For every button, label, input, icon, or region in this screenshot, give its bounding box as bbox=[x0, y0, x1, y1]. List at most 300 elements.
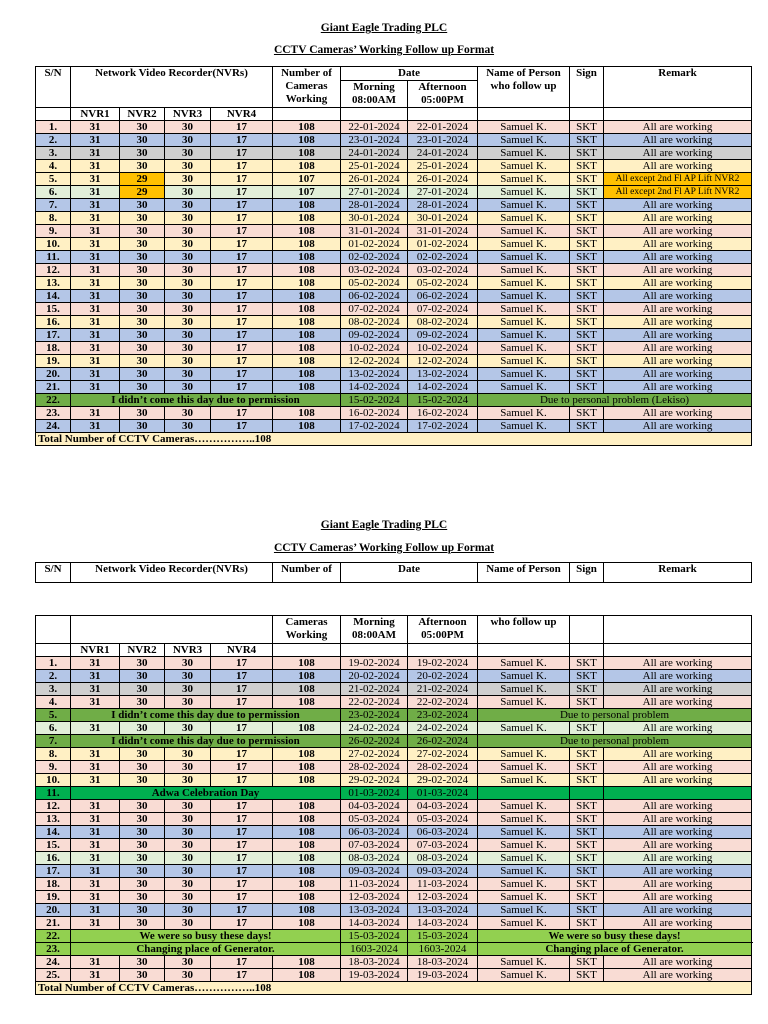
row-sn: 11. bbox=[36, 787, 71, 800]
table-row bbox=[36, 735, 752, 748]
nvr1-count: 31 bbox=[71, 696, 120, 709]
row-sn: 2. bbox=[36, 134, 71, 147]
cameras-working: 108 bbox=[273, 212, 341, 225]
nvr2-count: 30 bbox=[120, 813, 165, 826]
header-sn: S/N bbox=[36, 563, 71, 583]
person-name: Samuel K. bbox=[478, 722, 570, 735]
nvr1-count: 31 bbox=[71, 342, 120, 355]
nvr2-count: 30 bbox=[120, 670, 165, 683]
cameras-working: 108 bbox=[273, 826, 341, 839]
sign-cell: SKT bbox=[570, 865, 604, 878]
sign-cell: SKT bbox=[570, 852, 604, 865]
form-subtitle-2: CCTV Cameras’ Working Follow up Format bbox=[273, 542, 495, 554]
cameras-working: 108 bbox=[273, 800, 341, 813]
morning-date: 20-02-2024 bbox=[341, 670, 408, 683]
afternoon-date: 02-02-2024 bbox=[408, 251, 478, 264]
nvr1-count: 31 bbox=[71, 160, 120, 173]
remark-cell: All are working bbox=[604, 839, 752, 852]
person-name: Samuel K. bbox=[478, 212, 570, 225]
nvr2-count: 30 bbox=[120, 891, 165, 904]
row-sn: 25. bbox=[36, 969, 71, 982]
sign-cell: SKT bbox=[570, 956, 604, 969]
afternoon-date: 05-03-2024 bbox=[408, 813, 478, 826]
remark-cell: All are working bbox=[604, 420, 752, 433]
table-row bbox=[36, 186, 752, 199]
afternoon-date: 23-02-2024 bbox=[408, 709, 478, 722]
nvr2-count: 30 bbox=[120, 316, 165, 329]
nvr1-count: 31 bbox=[71, 290, 120, 303]
person-name: Samuel K. bbox=[478, 852, 570, 865]
row-sn: 15. bbox=[36, 303, 71, 316]
header-afternoon: Afternoon 05:00PM bbox=[408, 81, 478, 108]
cameras-working: 108 bbox=[273, 865, 341, 878]
cameras-working: 108 bbox=[273, 891, 341, 904]
cameras-working: 108 bbox=[273, 147, 341, 160]
nvr3-count: 30 bbox=[165, 891, 211, 904]
nvr2-count: 30 bbox=[120, 160, 165, 173]
nvr3-count: 30 bbox=[165, 381, 211, 394]
person-name: Samuel K. bbox=[478, 878, 570, 891]
person-name: Samuel K. bbox=[478, 865, 570, 878]
sign-cell: SKT bbox=[570, 839, 604, 852]
remark-cell bbox=[604, 787, 752, 800]
nvr3-count: 30 bbox=[165, 316, 211, 329]
nvr1-count: 31 bbox=[71, 381, 120, 394]
person-name: Samuel K. bbox=[478, 121, 570, 134]
remark-cell: All are working bbox=[604, 225, 752, 238]
row-sn: 13. bbox=[36, 813, 71, 826]
sign-cell: SKT bbox=[570, 173, 604, 186]
remark-cell: All are working bbox=[604, 813, 752, 826]
row-sn: 4. bbox=[36, 696, 71, 709]
nvr1-count: 31 bbox=[71, 212, 120, 225]
cameras-working: 108 bbox=[273, 420, 341, 433]
sign-cell: SKT bbox=[570, 381, 604, 394]
remark-cell: All are working bbox=[604, 147, 752, 160]
table-row bbox=[36, 147, 752, 160]
nvr3-count: 30 bbox=[165, 683, 211, 696]
nvr4-count: 17 bbox=[211, 186, 273, 199]
nvr3-count: 30 bbox=[165, 878, 211, 891]
morning-date: 12-02-2024 bbox=[341, 355, 408, 368]
remark-cell: All are working bbox=[604, 969, 752, 982]
afternoon-date: 30-01-2024 bbox=[408, 212, 478, 225]
morning-date: 1603-2024 bbox=[341, 943, 408, 956]
morning-date: 10-02-2024 bbox=[341, 342, 408, 355]
table-row bbox=[36, 943, 752, 956]
table-row bbox=[36, 800, 752, 813]
nvr4-count: 17 bbox=[211, 251, 273, 264]
table-row bbox=[36, 839, 752, 852]
row-sn: 20. bbox=[36, 904, 71, 917]
nvr4-count: 17 bbox=[211, 878, 273, 891]
nvr3-count: 30 bbox=[165, 826, 211, 839]
nvr1-count: 31 bbox=[71, 761, 120, 774]
person-name: Samuel K. bbox=[478, 696, 570, 709]
morning-date: 01-03-2024 bbox=[341, 787, 408, 800]
nvr3-count: 30 bbox=[165, 839, 211, 852]
person-name: Samuel K. bbox=[478, 969, 570, 982]
sign-cell: SKT bbox=[570, 748, 604, 761]
morning-date: 11-03-2024 bbox=[341, 878, 408, 891]
nvr1-count: 31 bbox=[71, 147, 120, 160]
nvr4-count: 17 bbox=[211, 800, 273, 813]
nvr3-count: 30 bbox=[165, 761, 211, 774]
nvr3-count: 30 bbox=[165, 420, 211, 433]
nvr1-count: 31 bbox=[71, 355, 120, 368]
nvr3-count: 30 bbox=[165, 368, 211, 381]
nvr2-count: 30 bbox=[120, 329, 165, 342]
sign-cell: SKT bbox=[570, 290, 604, 303]
blank-cell bbox=[273, 644, 341, 657]
nvr2-count: 30 bbox=[120, 878, 165, 891]
cameras-working: 108 bbox=[273, 917, 341, 930]
person-name: Samuel K. bbox=[478, 251, 570, 264]
nvr2-count: 30 bbox=[120, 147, 165, 160]
table-row bbox=[36, 225, 752, 238]
person-name: Samuel K. bbox=[478, 839, 570, 852]
afternoon-date: 13-02-2024 bbox=[408, 368, 478, 381]
sign-cell: SKT bbox=[570, 969, 604, 982]
table-row bbox=[36, 420, 752, 433]
nvr2-count: 30 bbox=[120, 251, 165, 264]
row-sn: 5. bbox=[36, 173, 71, 186]
nvr2-count: 29 bbox=[120, 186, 165, 199]
nvr4-count: 17 bbox=[211, 813, 273, 826]
nvr2-count: 30 bbox=[120, 865, 165, 878]
nvr3-count: 30 bbox=[165, 329, 211, 342]
afternoon-date: 26-01-2024 bbox=[408, 173, 478, 186]
nvr3-count: 30 bbox=[165, 134, 211, 147]
header-person-top: Name of Person bbox=[478, 563, 570, 583]
table-row bbox=[36, 277, 752, 290]
cameras-working: 108 bbox=[273, 657, 341, 670]
person-name: Samuel K. bbox=[478, 342, 570, 355]
afternoon-date: 1603-2024 bbox=[408, 943, 478, 956]
nvr4-count: 17 bbox=[211, 160, 273, 173]
person-name: Samuel K. bbox=[478, 186, 570, 199]
remark-cell: All are working bbox=[604, 342, 752, 355]
nvr1-count: 31 bbox=[71, 865, 120, 878]
nvr3-count: 30 bbox=[165, 696, 211, 709]
table-row bbox=[36, 891, 752, 904]
nvr2-count: 30 bbox=[120, 407, 165, 420]
morning-date: 07-02-2024 bbox=[341, 303, 408, 316]
cameras-working: 108 bbox=[273, 956, 341, 969]
morning-date: 23-01-2024 bbox=[341, 134, 408, 147]
morning-date: 08-02-2024 bbox=[341, 316, 408, 329]
nvr1-count: 31 bbox=[71, 368, 120, 381]
sign-cell: SKT bbox=[570, 800, 604, 813]
table-row bbox=[36, 381, 752, 394]
remark-cell: All are working bbox=[604, 368, 752, 381]
row-sn: 6. bbox=[36, 722, 71, 735]
nvr2-count: 30 bbox=[120, 800, 165, 813]
person-name: Samuel K. bbox=[478, 774, 570, 787]
row-sn: 5. bbox=[36, 709, 71, 722]
table-row bbox=[36, 657, 752, 670]
person-name: Samuel K. bbox=[478, 316, 570, 329]
nvr3-count: 30 bbox=[165, 852, 211, 865]
nvr2-count: 30 bbox=[120, 277, 165, 290]
table-row bbox=[36, 826, 752, 839]
morning-date: 18-03-2024 bbox=[341, 956, 408, 969]
remark-cell: All are working bbox=[604, 800, 752, 813]
nvr1-count: 31 bbox=[71, 238, 120, 251]
morning-date: 31-01-2024 bbox=[341, 225, 408, 238]
nvr4-count: 17 bbox=[211, 904, 273, 917]
table-row bbox=[36, 709, 752, 722]
nvr4-count: 17 bbox=[211, 956, 273, 969]
nvr1-count: 31 bbox=[71, 407, 120, 420]
cameras-working: 108 bbox=[273, 264, 341, 277]
afternoon-date: 18-03-2024 bbox=[408, 956, 478, 969]
nvr4-count: 17 bbox=[211, 852, 273, 865]
nvr2-count: 30 bbox=[120, 381, 165, 394]
nvr1-count: 31 bbox=[71, 121, 120, 134]
remark-cell: All are working bbox=[604, 722, 752, 735]
nvr3-count: 30 bbox=[165, 212, 211, 225]
nvr4-count: 17 bbox=[211, 670, 273, 683]
afternoon-date: 05-02-2024 bbox=[408, 277, 478, 290]
nvr2-count: 30 bbox=[120, 722, 165, 735]
row-sn: 13. bbox=[36, 277, 71, 290]
cameras-working: 108 bbox=[273, 355, 341, 368]
nvr1-count: 31 bbox=[71, 316, 120, 329]
blank-cell bbox=[604, 644, 752, 657]
row-sn: 21. bbox=[36, 381, 71, 394]
morning-date: 09-02-2024 bbox=[341, 329, 408, 342]
cameras-working: 108 bbox=[273, 121, 341, 134]
row-sn: 10. bbox=[36, 238, 71, 251]
blank-cell bbox=[570, 108, 604, 121]
remark-cell: All except 2nd Fl AP Lift NVR2 bbox=[604, 173, 752, 186]
table-row bbox=[36, 238, 752, 251]
afternoon-date: 01-03-2024 bbox=[408, 787, 478, 800]
person-name: Samuel K. bbox=[478, 368, 570, 381]
afternoon-date: 14-02-2024 bbox=[408, 381, 478, 394]
followup-header-table bbox=[35, 562, 752, 583]
row-note: Adwa Celebration Day bbox=[71, 787, 341, 800]
afternoon-date: 12-03-2024 bbox=[408, 891, 478, 904]
nvr1-count: 31 bbox=[71, 826, 120, 839]
afternoon-date: 04-03-2024 bbox=[408, 800, 478, 813]
table-row bbox=[36, 368, 752, 381]
row-sn: 3. bbox=[36, 147, 71, 160]
nvr1-count: 31 bbox=[71, 956, 120, 969]
afternoon-date: 09-03-2024 bbox=[408, 865, 478, 878]
nvr3-count: 30 bbox=[165, 670, 211, 683]
person-name: Samuel K. bbox=[478, 826, 570, 839]
row-note-remark: We were so busy these days! bbox=[478, 930, 752, 943]
nvr3-count: 30 bbox=[165, 160, 211, 173]
row-sn: 8. bbox=[36, 748, 71, 761]
morning-date: 15-02-2024 bbox=[341, 394, 408, 407]
remark-cell: All are working bbox=[604, 381, 752, 394]
nvr2-count: 30 bbox=[120, 969, 165, 982]
nvr4-count: 17 bbox=[211, 696, 273, 709]
afternoon-date: 31-01-2024 bbox=[408, 225, 478, 238]
nvr2-count: 30 bbox=[120, 225, 165, 238]
sign-cell: SKT bbox=[570, 683, 604, 696]
afternoon-date: 21-02-2024 bbox=[408, 683, 478, 696]
remark-cell: All are working bbox=[604, 956, 752, 969]
morning-date: 03-02-2024 bbox=[341, 264, 408, 277]
nvr1-count: 31 bbox=[71, 878, 120, 891]
cameras-working: 108 bbox=[273, 199, 341, 212]
header-afternoon: Afternoon 05:00PM bbox=[408, 616, 478, 644]
table-row bbox=[36, 355, 752, 368]
header-morning: Morning 08:00AM bbox=[341, 616, 408, 644]
nvr2-count: 30 bbox=[120, 290, 165, 303]
row-sn: 9. bbox=[36, 761, 71, 774]
header-nvr2: NVR2 bbox=[120, 108, 165, 121]
person-name bbox=[478, 787, 570, 800]
morning-date: 26-01-2024 bbox=[341, 173, 408, 186]
nvr1-count: 31 bbox=[71, 657, 120, 670]
nvr3-count: 30 bbox=[165, 303, 211, 316]
row-sn: 8. bbox=[36, 212, 71, 225]
nvr3-count: 30 bbox=[165, 238, 211, 251]
table-row bbox=[36, 251, 752, 264]
nvr3-count: 30 bbox=[165, 748, 211, 761]
afternoon-date: 22-01-2024 bbox=[408, 121, 478, 134]
nvr3-count: 30 bbox=[165, 147, 211, 160]
header-person-bottom: who follow up bbox=[478, 616, 570, 644]
nvr4-count: 17 bbox=[211, 199, 273, 212]
sign-cell: SKT bbox=[570, 329, 604, 342]
afternoon-date: 07-03-2024 bbox=[408, 839, 478, 852]
nvr4-count: 17 bbox=[211, 173, 273, 186]
nvr1-count: 31 bbox=[71, 969, 120, 982]
header-nvrs: Network Video Recorder(NVRs) bbox=[71, 563, 273, 583]
remark-cell: All are working bbox=[604, 657, 752, 670]
nvr2-count: 30 bbox=[120, 238, 165, 251]
person-name: Samuel K. bbox=[478, 657, 570, 670]
afternoon-date: 25-01-2024 bbox=[408, 160, 478, 173]
header-cameras-top: Number of bbox=[273, 563, 341, 583]
morning-date: 14-02-2024 bbox=[341, 381, 408, 394]
nvr4-count: 17 bbox=[211, 225, 273, 238]
nvr1-count: 31 bbox=[71, 852, 120, 865]
table-row bbox=[36, 407, 752, 420]
cameras-working: 108 bbox=[273, 969, 341, 982]
nvr4-count: 17 bbox=[211, 865, 273, 878]
company-title: Giant Eagle Trading PLC bbox=[320, 22, 448, 34]
person-name: Samuel K. bbox=[478, 420, 570, 433]
nvr3-count: 30 bbox=[165, 774, 211, 787]
table-row bbox=[36, 878, 752, 891]
row-note: We were so busy these days! bbox=[71, 930, 341, 943]
cameras-working: 108 bbox=[273, 277, 341, 290]
remark-cell: All are working bbox=[604, 696, 752, 709]
morning-date: 22-01-2024 bbox=[341, 121, 408, 134]
morning-date: 06-03-2024 bbox=[341, 826, 408, 839]
nvr2-count: 30 bbox=[120, 134, 165, 147]
nvr1-count: 31 bbox=[71, 134, 120, 147]
person-name: Samuel K. bbox=[478, 277, 570, 290]
person-name: Samuel K. bbox=[478, 329, 570, 342]
total-cameras-line: Total Number of CCTV Cameras……………..108 bbox=[36, 433, 752, 446]
nvr4-count: 17 bbox=[211, 420, 273, 433]
row-sn: 12. bbox=[36, 800, 71, 813]
nvr4-count: 17 bbox=[211, 212, 273, 225]
header-sign: Sign bbox=[570, 563, 604, 583]
header-cameras-bottom: Cameras Working bbox=[273, 616, 341, 644]
nvr4-count: 17 bbox=[211, 134, 273, 147]
table-row bbox=[36, 290, 752, 303]
row-sn: 20. bbox=[36, 368, 71, 381]
table-row bbox=[36, 683, 752, 696]
afternoon-date: 22-02-2024 bbox=[408, 696, 478, 709]
nvr3-count: 30 bbox=[165, 813, 211, 826]
morning-date: 06-02-2024 bbox=[341, 290, 408, 303]
nvr2-count: 30 bbox=[120, 904, 165, 917]
row-sn: 24. bbox=[36, 956, 71, 969]
table-row bbox=[36, 134, 752, 147]
cameras-working: 108 bbox=[273, 852, 341, 865]
row-sn: 19. bbox=[36, 355, 71, 368]
afternoon-date: 19-03-2024 bbox=[408, 969, 478, 982]
blank-cell bbox=[71, 616, 273, 644]
nvr4-count: 17 bbox=[211, 774, 273, 787]
row-sn: 1. bbox=[36, 657, 71, 670]
row-note: I didn’t come this day due to permission bbox=[71, 709, 341, 722]
table-row bbox=[36, 787, 752, 800]
afternoon-date: 07-02-2024 bbox=[408, 303, 478, 316]
table-row bbox=[36, 342, 752, 355]
afternoon-date: 15-03-2024 bbox=[408, 930, 478, 943]
nvr2-count: 30 bbox=[120, 657, 165, 670]
sign-cell: SKT bbox=[570, 878, 604, 891]
nvr4-count: 17 bbox=[211, 264, 273, 277]
person-name: Samuel K. bbox=[478, 173, 570, 186]
remark-cell: All are working bbox=[604, 303, 752, 316]
sign-cell: SKT bbox=[570, 355, 604, 368]
nvr4-count: 17 bbox=[211, 316, 273, 329]
row-sn: 2. bbox=[36, 670, 71, 683]
nvr4-count: 17 bbox=[211, 368, 273, 381]
row-sn: 14. bbox=[36, 290, 71, 303]
row-sn: 3. bbox=[36, 683, 71, 696]
nvr1-count: 31 bbox=[71, 303, 120, 316]
table-row bbox=[36, 670, 752, 683]
sign-cell: SKT bbox=[570, 904, 604, 917]
nvr4-count: 17 bbox=[211, 342, 273, 355]
remark-cell: All except 2nd Fl AP Lift NVR2 bbox=[604, 186, 752, 199]
nvr2-count: 29 bbox=[120, 173, 165, 186]
header-morning: Morning 08:00AM bbox=[341, 81, 408, 108]
table-row bbox=[36, 852, 752, 865]
person-name: Samuel K. bbox=[478, 355, 570, 368]
remark-cell: All are working bbox=[604, 251, 752, 264]
nvr1-count: 31 bbox=[71, 199, 120, 212]
nvr3-count: 30 bbox=[165, 956, 211, 969]
table-row bbox=[36, 722, 752, 735]
nvr1-count: 31 bbox=[71, 904, 120, 917]
row-sn: 21. bbox=[36, 917, 71, 930]
header-nvr3: NVR3 bbox=[165, 644, 211, 657]
header-nvrs: Network Video Recorder(NVRs) bbox=[71, 67, 273, 108]
nvr2-count: 30 bbox=[120, 826, 165, 839]
nvr2-count: 30 bbox=[120, 852, 165, 865]
cameras-working: 108 bbox=[273, 342, 341, 355]
afternoon-date: 10-02-2024 bbox=[408, 342, 478, 355]
cameras-working: 107 bbox=[273, 186, 341, 199]
nvr2-count: 30 bbox=[120, 342, 165, 355]
table-row bbox=[36, 121, 752, 134]
afternoon-date: 03-02-2024 bbox=[408, 264, 478, 277]
